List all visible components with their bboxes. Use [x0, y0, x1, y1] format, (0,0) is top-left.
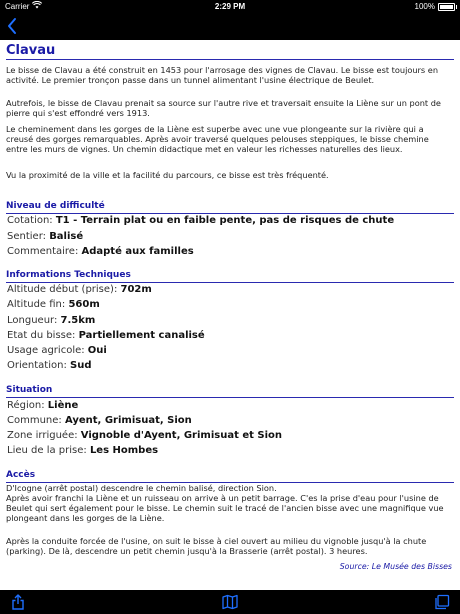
length-row: [7, 315, 95, 326]
row-label: Région:: [7, 400, 48, 411]
intro-paragraph-1: Le bisse de Clavau a été construit en 1453 pour l'arrosage des vignes de Clavau. Le bisse est toujours en activité. Le premier tronçon passe dans un tunnel alimentant l'usine électrique de Beulet.: [6, 65, 439, 85]
row-label: Usage agricole:: [7, 345, 88, 356]
agricultural-use-row: [7, 345, 107, 356]
difficulty-comment-row: [7, 246, 194, 257]
back-chevron-icon[interactable]: [4, 16, 22, 36]
map-icon[interactable]: [222, 594, 238, 610]
row-value: Liène: [47, 400, 79, 411]
difficulty-heading: Niveau de difficulté: [6, 201, 105, 211]
row-label: Cotation:: [7, 215, 56, 226]
orientation-row: [7, 360, 92, 371]
row-value: T1 - Terrain plat ou en faible pente, pas de risques de chute: [55, 215, 395, 226]
row-label: Altitude début (prise):: [7, 284, 121, 295]
row-label: Commune:: [7, 415, 65, 426]
row-value: 702m: [120, 284, 152, 295]
source-credit: Source: Le Musée des Bisses: [339, 562, 452, 571]
technical-heading: Informations Techniques: [6, 270, 131, 280]
access-paragraph-2: Après la conduite forcée de l'usine, on suit le bisse à ciel ouvert au milieu du vignoble jusqu'à la chute (parking). De là, descendre un petit chemin jusqu'à la Brasserie (arrêt postal). 3 heures.: [6, 536, 427, 556]
row-label: Orientation:: [7, 360, 71, 371]
difficulty-trail-row: [7, 231, 83, 242]
title-divider: [6, 59, 454, 60]
row-value: Vignoble d'Ayent, Grimisuat et Sion: [80, 430, 283, 441]
row-label: Longueur:: [7, 315, 61, 326]
row-value: 7.5km: [60, 315, 96, 326]
battery-icon: [438, 3, 455, 11]
navigation-bar: [0, 13, 460, 40]
share-icon[interactable]: [10, 594, 26, 610]
altitude-end-row: [7, 299, 100, 310]
row-label: Lieu de la prise:: [7, 445, 90, 456]
intake-location-row: [7, 445, 158, 456]
situation-divider: [6, 397, 454, 398]
row-value: Adapté aux familles: [81, 246, 194, 257]
row-value: Ayent, Grimisuat, Sion: [64, 415, 192, 426]
intro-paragraph-3: Le cheminement dans les gorges de la Liène est superbe avec une vue plongeante sur la rivière qui a creusé des gorges remarquables. Après avoir traversé quelques pelouses steppiques, le bisse chemine entre les murs de vignes. Un chemin didactique met en valeur les richesses naturelles des lieux.: [6, 124, 429, 154]
intro-paragraph-4: Vu la proximité de la ville et la facilité du parcours, ce bisse est très fréquenté.: [6, 170, 329, 180]
row-value: Oui: [87, 345, 107, 356]
intro-paragraph-2: Autrefois, le bisse de Clavau prenait sa source sur l'autre rive et traversait ensuite la Liène sur un pont de pierre qui s'est effondré vers 1913.: [6, 98, 441, 118]
row-value: Balisé: [49, 231, 84, 242]
altitude-start-row: [7, 284, 152, 295]
row-label: Altitude fin:: [7, 299, 69, 310]
battery-percent: 100%: [414, 2, 435, 11]
carrier-label: Carrier: [5, 2, 30, 11]
clock: 2:29 PM: [214, 2, 246, 11]
row-value: Partiellement canalisé: [78, 330, 205, 341]
access-heading: Accès: [6, 470, 36, 480]
technical-divider: [6, 282, 454, 283]
row-label: Etat du bisse:: [7, 330, 79, 341]
row-value: Les Hombes: [89, 445, 159, 456]
difficulty-rating-row: [7, 215, 394, 226]
difficulty-divider: [6, 213, 454, 214]
page-title: Clavau: [6, 43, 56, 58]
status-bar: [0, 0, 460, 13]
bisse-detail-content[interactable]: [0, 40, 460, 590]
row-value: 560m: [68, 299, 100, 310]
commune-row: [7, 415, 192, 426]
windows-icon[interactable]: [434, 594, 450, 610]
irrigated-zone-row: [7, 430, 282, 441]
row-label: Zone irriguée:: [7, 430, 81, 441]
region-row: [7, 400, 78, 411]
access-paragraph-1: D'Icogne (arrêt postal) descendre le chemin balisé, direction Sion. Après avoir franchi la Liène et un ruisseau on arrive à un petit barrage. C'es la prise d'eau pour l'usine de Beulet qui sert également pour le bisse. Le chemin suit le tracé de l'ancien bisse avec une magnifique vue plongeant dans les gorges de la Liène.: [6, 483, 444, 523]
row-label: Commentaire:: [7, 246, 82, 257]
row-value: Sud: [70, 360, 92, 371]
row-label: Sentier:: [7, 231, 50, 242]
bottom-toolbar: [0, 590, 460, 614]
situation-heading: Situation: [6, 385, 53, 395]
state-row: [7, 330, 205, 341]
